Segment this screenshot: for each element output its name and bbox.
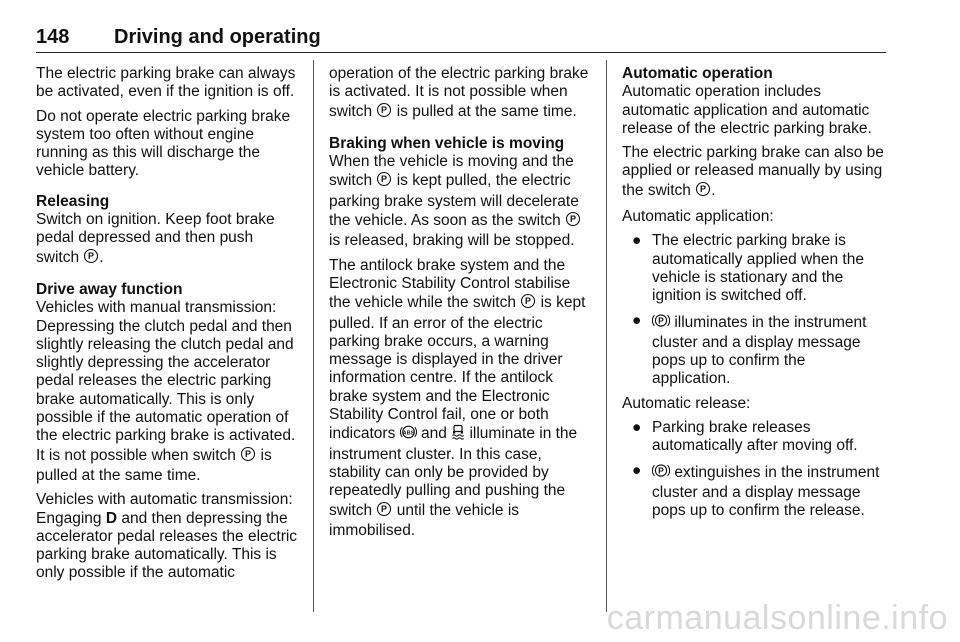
continued-text: operation of the electric parking brake is activated. It is not possible when switch	[329, 65, 589, 120]
svg-text:P: P	[381, 503, 388, 514]
parking-brake-switch-icon	[520, 293, 536, 314]
bullet-icon: ●	[632, 232, 642, 250]
auto-trans-text-end: and then depressing the accelerator pedal releases the electric parking brake automatically. This is only possible if the automatic	[36, 509, 298, 582]
abs-indicator-icon	[400, 424, 417, 445]
svg-text:P: P	[88, 250, 95, 261]
list-item-text: extinguishes in the instrument cluster and a display message pops up to confirm the release.	[652, 463, 880, 520]
column-3	[622, 65, 888, 527]
abs-esc-paragraph	[329, 257, 594, 540]
parking-brake-indicator-icon	[652, 462, 670, 484]
parking-brake-indicator-icon	[652, 312, 670, 334]
column-1	[36, 65, 298, 589]
releasing-heading: Releasing	[36, 192, 110, 210]
drive-away-text: Vehicles with manual transmission: Depressing the clutch pedal and then slightly releasing the clutch pedal and slightly depressing the accelerator pedal releases the electric parking brake automatically. This is only possible if the automatic operation of the electric parking brake is activated. It is not possible when switch	[36, 299, 296, 464]
manual-text-end: .	[711, 181, 716, 199]
list-item-text: Parking brake releases automatically after moving off.	[652, 419, 858, 455]
list-item-text: The electric parking brake is automatically applied when the vehicle is stationary and the ignition is switched off.	[652, 232, 864, 305]
svg-text:P: P	[381, 174, 388, 185]
parking-brake-switch-icon	[83, 248, 99, 269]
braking-moving-text-end: is released, braking will be stopped.	[329, 232, 575, 250]
abs-text-mid: is kept pulled. If an error of the electric parking brake occurs, a warning message is displayed in the driver information centre. If the antilock brake system and the Electronic Stability Control fail, one or both indicators	[329, 294, 586, 443]
svg-text:P: P	[525, 296, 532, 307]
releasing-text: Switch on ignition. Keep foot brake pedal depressed and then push switch	[36, 211, 275, 266]
automatic-application-label: Automatic application:	[622, 208, 774, 226]
svg-text:P: P	[381, 104, 388, 115]
parking-brake-switch-icon	[376, 501, 392, 522]
continued-paragraph	[329, 65, 594, 123]
braking-moving-section	[329, 135, 594, 251]
releasing-section	[36, 193, 298, 269]
manual-paragraph	[622, 144, 888, 202]
automatic-operation-heading: Automatic operation	[622, 65, 773, 82]
abs-text-end: until the vehicle is immobilised.	[329, 501, 520, 539]
braking-moving-heading: Braking when vehicle is moving	[329, 134, 565, 152]
bullet-icon: ●	[632, 461, 642, 479]
releasing-text-end: .	[99, 248, 104, 266]
braking-moving-text: When the vehicle is moving and the switch	[329, 153, 574, 190]
header-divider	[36, 52, 886, 53]
drive-away-heading: Drive away function	[36, 280, 183, 298]
svg-text:P: P	[570, 214, 577, 225]
abs-text: The antilock brake system and the Electronic Stability Control stabilise the vehicle while the switch	[329, 256, 571, 312]
column-2	[329, 65, 594, 546]
page-number: 148	[36, 26, 70, 48]
list-item	[622, 462, 888, 521]
bullet-icon: ●	[632, 419, 642, 437]
gear-d-label: D	[105, 509, 118, 527]
automatic-application-list	[622, 232, 888, 388]
svg-text:P: P	[658, 315, 664, 326]
list-item	[622, 232, 888, 305]
list-item	[622, 312, 888, 389]
parking-brake-switch-icon	[240, 446, 256, 467]
automatic-operation-section	[622, 65, 888, 138]
automatic-transmission-paragraph	[36, 491, 298, 582]
paragraph-always-activated: The electric parking brake can always be activated, even if the ignition is off.	[36, 65, 296, 101]
stability-control-icon	[451, 424, 465, 445]
parking-brake-switch-icon	[565, 211, 581, 232]
parking-brake-switch-icon	[376, 171, 392, 192]
column-divider-2	[606, 60, 607, 612]
automatic-release-list	[622, 419, 888, 520]
svg-text:P: P	[245, 448, 252, 459]
svg-text:ABS: ABS	[402, 430, 415, 437]
column-divider-1	[313, 60, 314, 612]
automatic-release-label: Automatic release:	[622, 394, 751, 412]
braking-moving-text-mid: is kept pulled, the electric parking brake system will decelerate the vehicle. As soon as the switch	[329, 172, 579, 230]
svg-text:P: P	[658, 465, 664, 476]
list-item	[622, 419, 888, 456]
automatic-operation-text: Automatic operation includes automatic application and automatic release of the electric parking brake.	[622, 83, 872, 137]
abs-text-cont: illuminate in the instrument cluster. In this case, stability can only be provided by repeatedly pulling and pushing the switch	[329, 425, 578, 519]
drive-away-text-end: is pulled at the same time.	[36, 446, 272, 484]
auto-trans-text: Vehicles with automatic transmission: Engaging	[36, 491, 293, 527]
svg-text:P: P	[700, 183, 707, 194]
abs-and-text: and	[420, 425, 447, 443]
list-item-text: illuminates in the instrument cluster and a display message pops up to confirm the application.	[652, 313, 867, 388]
parking-brake-switch-icon	[695, 181, 711, 202]
drive-away-section	[36, 281, 298, 485]
page-header	[36, 26, 886, 52]
watermark[interactable]: carmanualsonline.info	[606, 599, 948, 637]
bullet-icon: ●	[632, 311, 642, 329]
paragraph-battery-warning: Do not operate electric parking brake system too often without engine running as this will discharge the vehicle battery.	[36, 107, 291, 180]
section-title: Driving and operating	[114, 26, 321, 48]
parking-brake-switch-icon	[376, 102, 392, 123]
manual-text: The electric parking brake can also be applied or released manually by using the switch	[622, 144, 884, 199]
continued-text-end: is pulled at the same time.	[396, 102, 577, 120]
